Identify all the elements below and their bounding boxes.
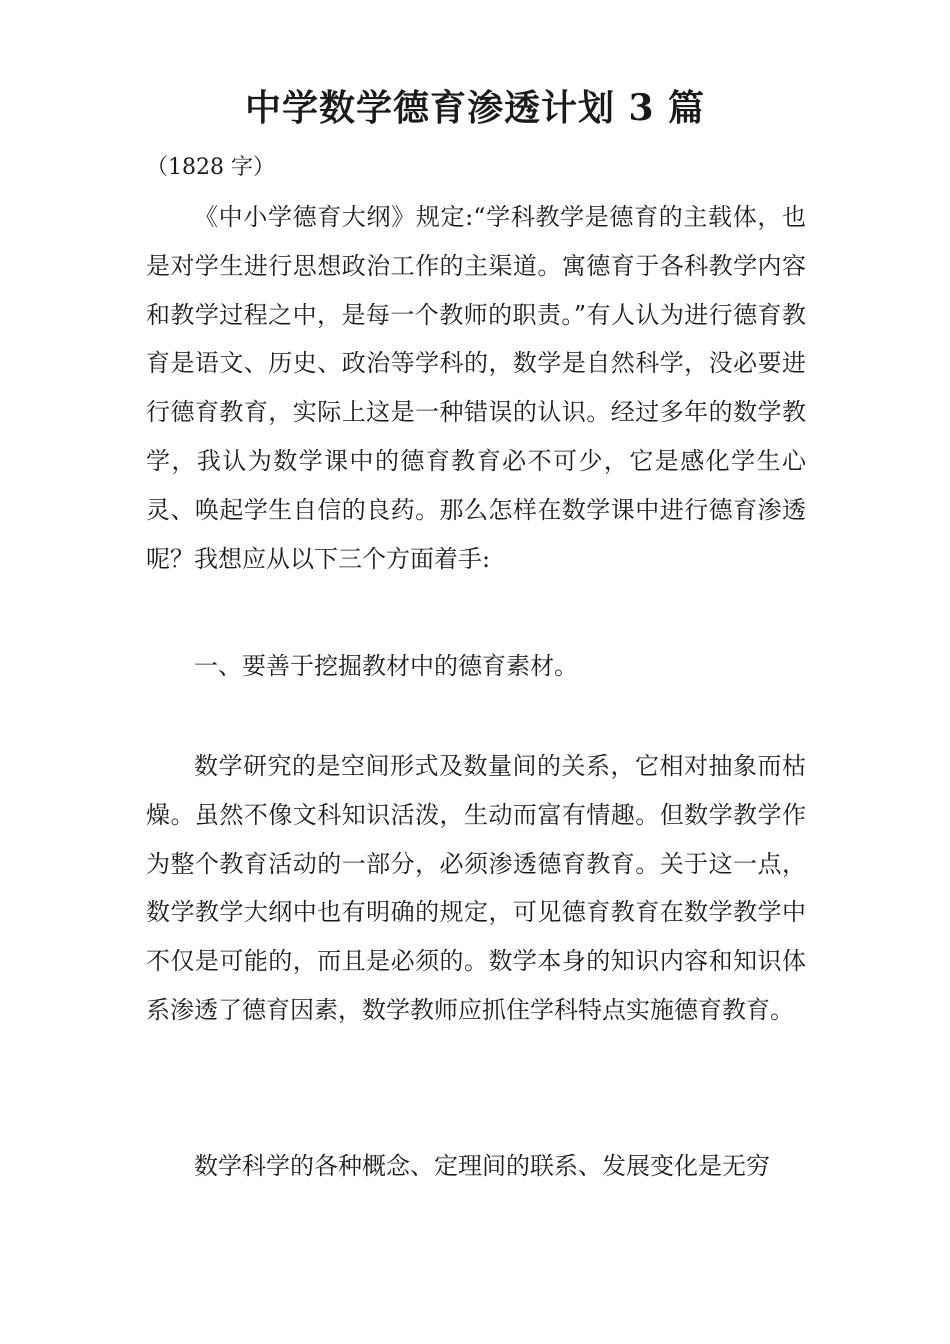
paragraph-section-2: 数学科学的各种概念、定理间的联系、发展变化是无穷 [194,1152,770,1180]
document-title: 中学数学德育渗透计划 3 篇 [244,87,706,129]
paragraph-intro: 《中小学德育大纲》规定:“学科教学是德育的主载体，也是对学生进行思想政治工作的主渠道。寓德育于各科教学内容和教学过程之中，是每一个教师的职责。”有人认为进行德育教育是语文、历史、政治等学科的，数学是自然科学，没必要进行德育教育，实际上这是一种错误的认识。经过多年的数学教学，我认为数学课中的德育教育必不可少，它是感化学生心灵、唤起学生自信的良药。那么怎样在数学课中进行德育渗透呢？我想应从以下三个方面着手: [146,203,806,573]
word-count: （1828 字） [146,155,275,180]
section-heading-1: 一、要善于挖掘教材中的德育素材。 [194,652,578,680]
paragraph-section-1: 数学研究的是空间形式及数量间的关系，它相对抽象而枯燥。虽然不像文科知识活泼，生动而富有情趣。但数学教学作为整个教育活动的一部分，必须渗透德育教育。关于这一点，数学教学大纲中也有明确的规定，可见德育教育在数学教学中不仅是可能的，而且是必须的。数学本身的知识内容和知识体系渗透了德育因素，数学教师应抓住学科特点实施德育教育。 [146,752,806,1024]
